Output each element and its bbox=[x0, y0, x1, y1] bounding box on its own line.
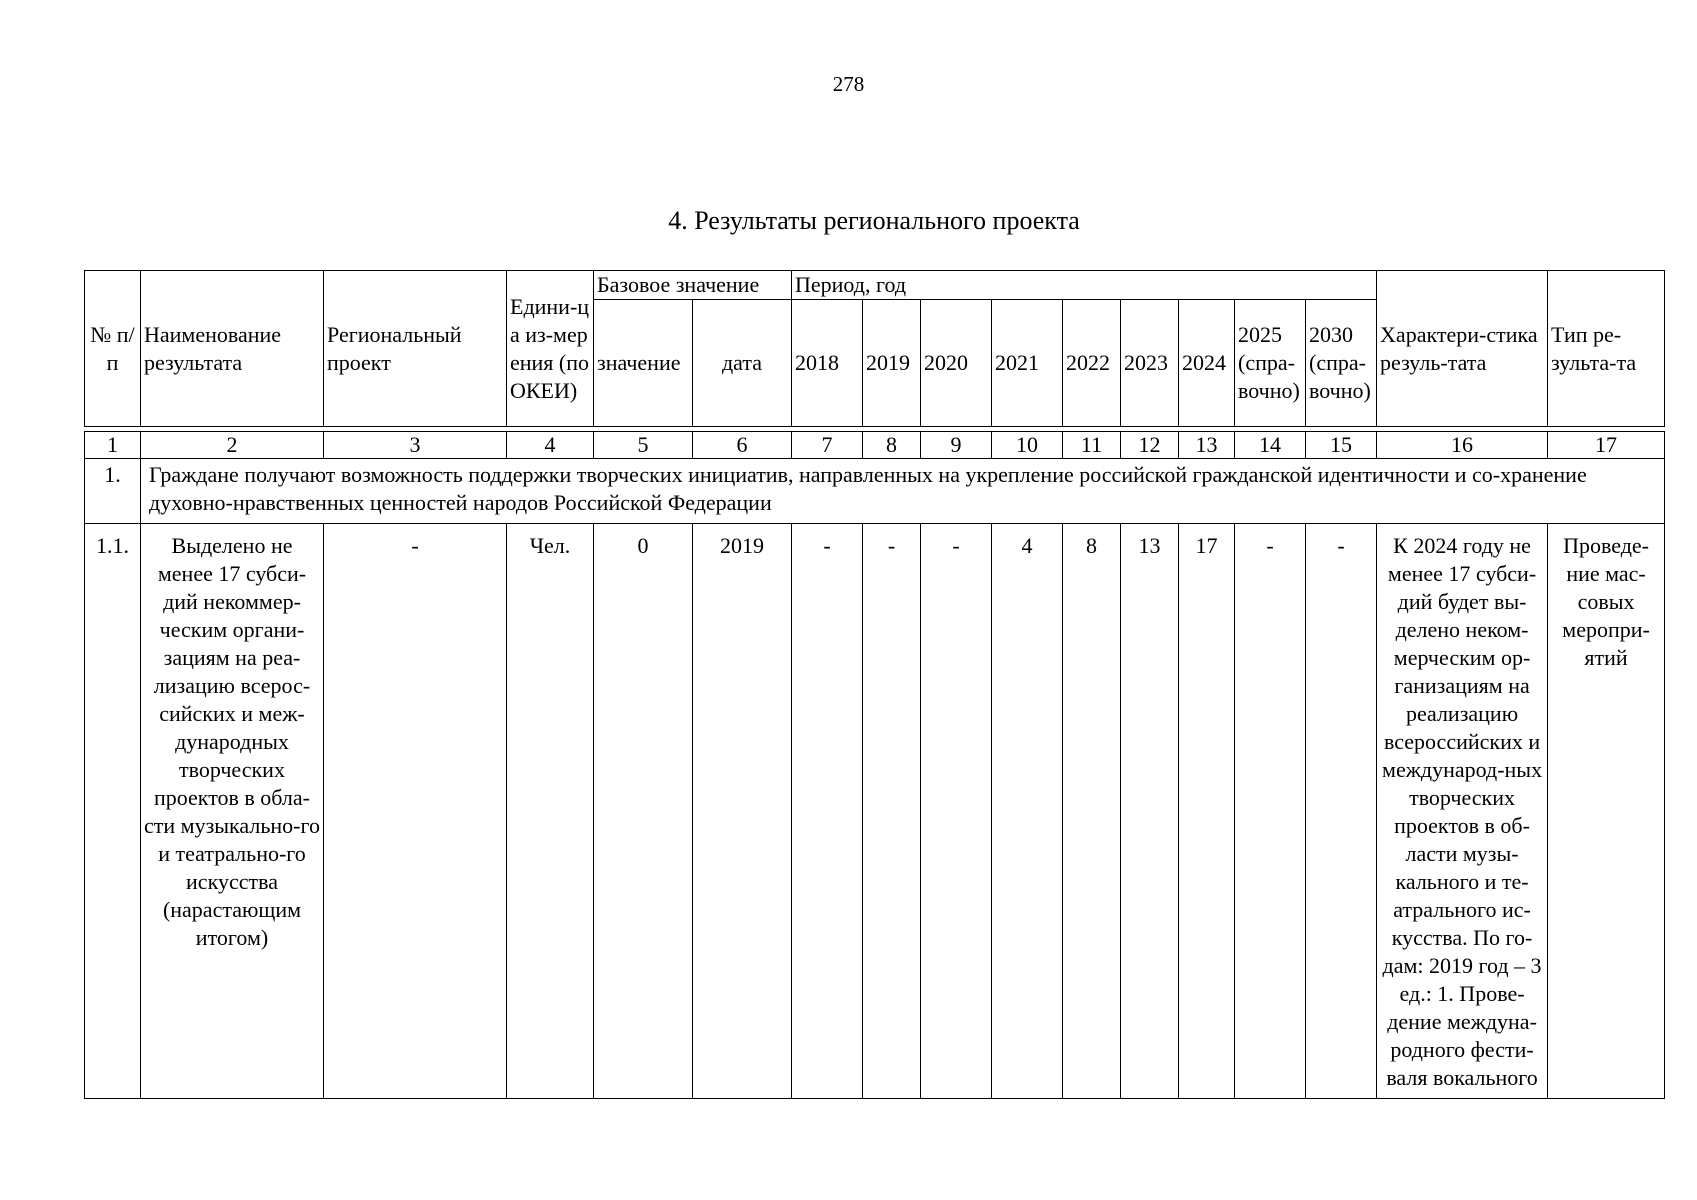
group-row bbox=[85, 459, 1665, 524]
row-result-type bbox=[1548, 524, 1665, 1099]
row-unit: Чел. bbox=[507, 524, 594, 1099]
header-regional-project: Региональный проект bbox=[324, 271, 507, 427]
header-year-2022: 2022 bbox=[1063, 300, 1121, 427]
column-number-row bbox=[85, 432, 1665, 459]
header-base-value: значение bbox=[594, 300, 693, 427]
row-number: 1.1. bbox=[85, 524, 141, 1099]
row-result-name bbox=[141, 524, 324, 1099]
section-title: 4. Результаты регионального проекта bbox=[668, 206, 1080, 235]
row-value-2023: 13 bbox=[1121, 524, 1179, 1099]
row-value-2030: - bbox=[1306, 524, 1377, 1099]
page-number: 278 bbox=[832, 72, 865, 96]
column-number: 14 bbox=[1235, 432, 1306, 459]
header-year-2024: 2024 bbox=[1179, 300, 1235, 427]
header-period-group: Период, год bbox=[792, 271, 1377, 300]
row-value-2025: - bbox=[1235, 524, 1306, 1099]
column-number: 10 bbox=[992, 432, 1063, 459]
header-unit: Едини-ца из-мерения (по ОКЕИ) bbox=[507, 271, 594, 427]
header-base-date: дата bbox=[693, 300, 792, 427]
column-number: 2 bbox=[141, 432, 324, 459]
header-result-type: Тип ре-зульта-та bbox=[1548, 271, 1665, 427]
header-year-2023: 2023 bbox=[1121, 300, 1179, 427]
header-year-2021: 2021 bbox=[992, 300, 1063, 427]
column-number: 13 bbox=[1179, 432, 1235, 459]
row-value-2018: - bbox=[792, 524, 863, 1099]
results-table bbox=[84, 270, 1665, 1099]
header-base-value-group: Базовое значение bbox=[594, 271, 792, 300]
row-characteristic-text: К 2024 году не менее 17 субси-дий будет вы-делено неком-мерческим ор-ганизациям на реализацию всероссийских и международ-ных творческих проектов в об-ласти музы-кального и те-атрального ис-кусства. По го-дам: 2019 год – 3 ед.: 1. Прове-дение междуна-родного фести-валя вокального bbox=[1382, 533, 1543, 1090]
column-number: 6 bbox=[693, 432, 792, 459]
column-number: 8 bbox=[863, 432, 921, 459]
column-number: 3 bbox=[324, 432, 507, 459]
column-number: 9 bbox=[921, 432, 992, 459]
row-value-2024: 17 bbox=[1179, 524, 1235, 1099]
row-base-value: 0 bbox=[594, 524, 693, 1099]
header-row-top bbox=[85, 271, 1665, 300]
header-year-2030: 2030 (спра-вочно) bbox=[1306, 300, 1377, 427]
header-characteristic: Характери-стика резуль-тата bbox=[1377, 271, 1548, 427]
row-value-2020: - bbox=[921, 524, 992, 1099]
header-year-2020: 2020 bbox=[921, 300, 992, 427]
column-number: 12 bbox=[1121, 432, 1179, 459]
column-number: 5 bbox=[594, 432, 693, 459]
group-title: Граждане получают возможность поддержки творческих инициатив, направленных на укрепление российской гражданской идентичности и со-хранение духовно-нравственных ценностей народов Российской Федерации bbox=[141, 459, 1665, 524]
column-number: 7 bbox=[792, 432, 863, 459]
table-row bbox=[85, 524, 1665, 1099]
header-year-2018: 2018 bbox=[792, 300, 863, 427]
row-base-date: 2019 bbox=[693, 524, 792, 1099]
row-regional-project: - bbox=[324, 524, 507, 1099]
row-value-2022: 8 bbox=[1063, 524, 1121, 1099]
column-number: 15 bbox=[1306, 432, 1377, 459]
row-characteristic bbox=[1377, 524, 1548, 1099]
row-value-2021: 4 bbox=[992, 524, 1063, 1099]
header-year-2019: 2019 bbox=[863, 300, 921, 427]
header-num: № п/п bbox=[85, 271, 141, 427]
row-result-type-text: Проведе-ние мас-совых меропри-ятий bbox=[1562, 533, 1650, 670]
row-result-name-text: Выделено не менее 17 субси-дий некоммер-ческим органи-зациям на реа-лизацию всерос-сийских и меж-дународных творческих проектов в обла-сти музыкально-го и театрально-го искусства (нарастающим итогом) bbox=[144, 533, 320, 950]
row-value-2019: - bbox=[863, 524, 921, 1099]
header-year-2025: 2025 (спра-вочно) bbox=[1235, 300, 1306, 427]
header-result-name: Наименование результата bbox=[141, 271, 324, 427]
column-number: 1 bbox=[85, 432, 141, 459]
column-number: 17 bbox=[1548, 432, 1665, 459]
group-number: 1. bbox=[85, 459, 141, 524]
column-number: 11 bbox=[1063, 432, 1121, 459]
column-number: 16 bbox=[1377, 432, 1548, 459]
column-number: 4 bbox=[507, 432, 594, 459]
